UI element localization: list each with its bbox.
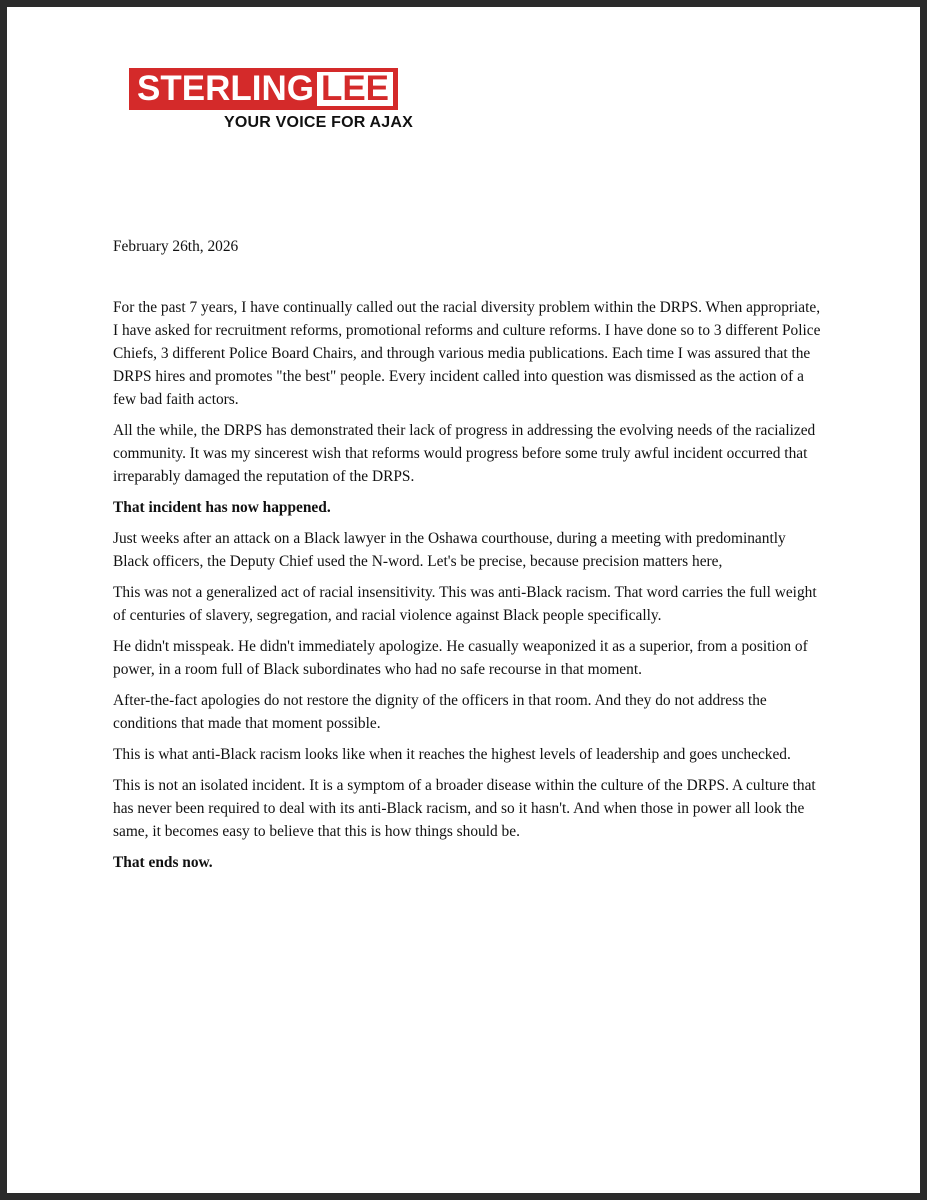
paragraph: All the while, the DRPS has demonstrated their lack of progress in addressing the evolving needs of the racialized community. It was my sincerest wish that reforms would progress before some truly awful incident occurred that irreparably damaged the reputation of the DRPS. xyxy=(113,422,816,485)
logo-first-name: STERLING xyxy=(137,69,314,108)
paragraph: Just weeks after an attack on a Black lawyer in the Oshawa courthouse, during a meeting with predominantly Black officers, the Deputy Chief used the N-word. Let's be precise, because precision matters here, xyxy=(113,530,786,570)
logo-tagline: YOUR VOICE FOR AJAX xyxy=(224,114,414,131)
letter-body xyxy=(113,235,825,882)
logo-last-name-box xyxy=(317,69,393,108)
campaign-logo xyxy=(129,68,449,148)
paragraph: He didn't misspeak. He didn't immediately apologize. He casually weaponized it as a superior, from a position of power, in a room full of Black subordinates who had no safe recourse in that moment. xyxy=(113,638,808,678)
document-page xyxy=(7,7,920,1193)
logo-red-banner xyxy=(129,68,398,110)
paragraph: This is what anti-Black racism looks like when it reaches the highest levels of leadership and goes unchecked. xyxy=(113,746,791,763)
paragraph: This is not an isolated incident. It is a symptom of a broader disease within the culture of the DRPS. A culture that has never been required to deal with its anti-Black racism, and so it hasn't. And when those in power all look the same, it becomes easy to believe that this is how things should be. xyxy=(113,777,816,840)
letter-date: February 26th, 2026 xyxy=(113,238,239,255)
paragraph: This was not a generalized act of racial insensitivity. This was anti-Black racism. That word carries the full weight of centuries of slavery, segregation, and racial violence against Black people specifically. xyxy=(113,584,817,624)
paragraph: For the past 7 years, I have continually called out the racial diversity problem within the DRPS. When appropriate, I have asked for recruitment reforms, promotional reforms and culture reforms. I have done so to 3 different Police Chiefs, 3 different Police Board Chairs, and through various media publications. Each time I was assured that the DRPS hires and promotes "the best" people. Every incident called into question was dismissed as the action of a few bad faith actors. xyxy=(113,299,821,408)
paragraph: After-the-fact apologies do not restore the dignity of the officers in that room. And they do not address the conditions that made that moment possible. xyxy=(113,692,767,732)
logo-last-name: LEE xyxy=(320,69,390,108)
bold-statement: That incident has now happened. xyxy=(113,499,331,516)
closing-statement: That ends now. xyxy=(113,854,213,871)
